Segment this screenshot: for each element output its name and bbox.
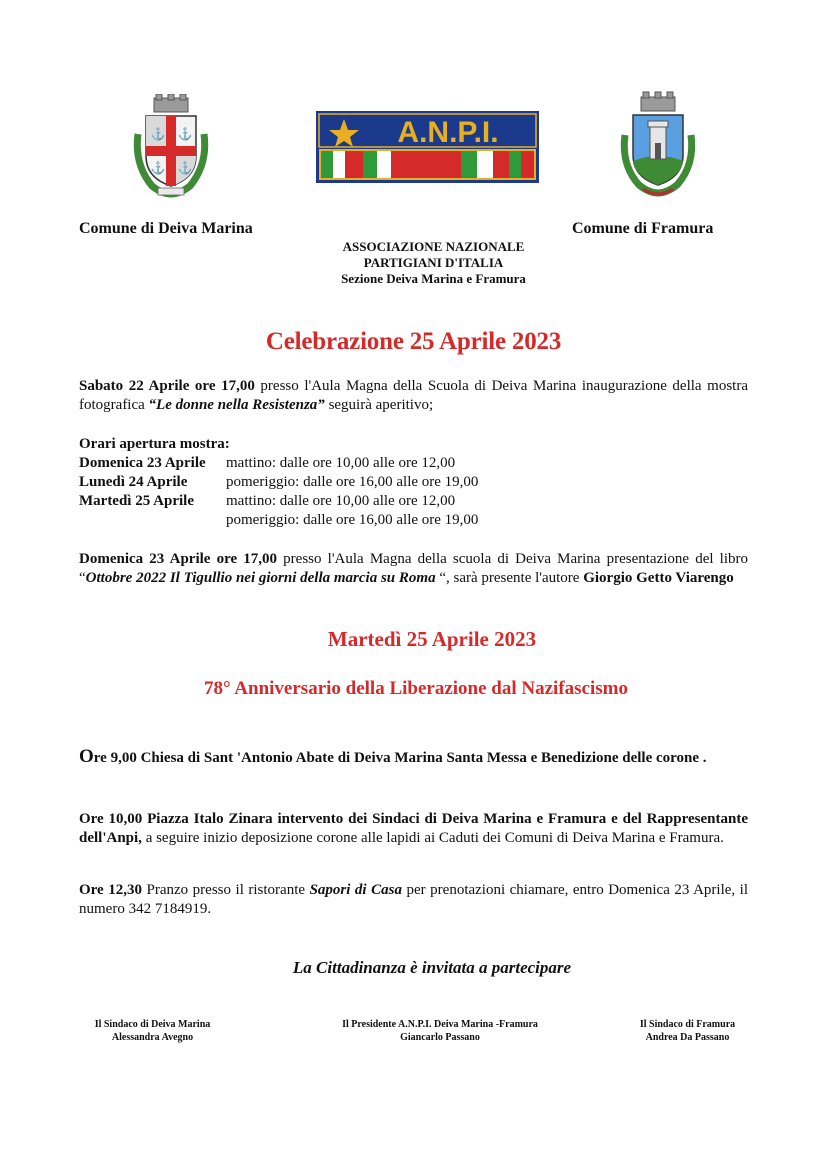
program-lunch-booking: per prenotazioni chiamare, entro Domenica 23 Aprile, il numero 342 7184919.	[79, 882, 749, 917]
exhibition-paragraph	[79, 377, 748, 415]
hours-day: Martedì 25 Aprile	[79, 493, 194, 509]
program-ceremony-lead: Ore 10,00 Piazza Italo Zinara intervento dei Sindaci di Deiva Marina e Framura e del Rappresentante dell'Anpi,	[79, 811, 748, 846]
association-line-1: ASSOCIAZIONE NAZIONALE	[342, 239, 525, 254]
signature-role: Il Sindaco di Framura	[639, 1019, 736, 1030]
program-lunch	[79, 881, 748, 919]
hours-time: mattino: dalle ore 10,00 alle ore 12,00	[226, 455, 456, 471]
hours-row	[79, 473, 539, 492]
svg-text:⚓: ⚓	[150, 161, 166, 175]
hours-time: mattino: dalle ore 10,00 alle ore 12,00	[226, 493, 456, 509]
framura-coat-of-arms-icon	[617, 91, 699, 199]
hours-time: pomeriggio: dalle ore 16,00 alle ore 19,00	[226, 512, 479, 528]
program-mass-text: re 9,00 Chiesa di Sant 'Antonio Abate di Deiva Marina Santa Messa e Benedizione delle corone .	[93, 750, 707, 766]
signature-name: Alessandra Avegno	[111, 1032, 194, 1043]
restaurant-name: Sapori di Casa	[309, 882, 402, 898]
program-lunch-text: Pranzo presso il ristorante	[141, 882, 310, 898]
program-mass-initial: O	[79, 746, 94, 767]
book-presentation-date: Domenica 23 Aprile ore 17,00	[79, 551, 278, 567]
program-lunch-time: Ore 12,30	[79, 882, 142, 898]
hours-time: pomeriggio: dalle ore 16,00 alle ore 19,00	[226, 474, 479, 490]
association-section: Sezione Deiva Marina e Framura	[341, 271, 526, 286]
exhibition-text-end: seguirà aperitivo;	[324, 397, 434, 413]
signature-block	[620, 1018, 755, 1044]
svg-text:⚓: ⚓	[177, 161, 193, 175]
hours-day: Domenica 23 Aprile	[79, 455, 206, 471]
left-comune-name: Comune di Deiva Marina	[79, 220, 253, 237]
event-day-heading: Martedì 25 Aprile 2023	[327, 627, 537, 651]
hours-row	[79, 454, 539, 473]
svg-text:⚓: ⚓	[177, 127, 193, 141]
signature-name: Andrea Da Passano	[645, 1032, 730, 1043]
program-mass	[79, 747, 748, 768]
signature-name: Giancarlo Passano	[400, 1032, 480, 1043]
signature-block	[70, 1018, 235, 1044]
exhibition-text: presso l'Aula Magna della Scuola di Deiva Marina inaugurazione della mostra fotografica	[79, 378, 748, 413]
hours-list	[79, 454, 539, 530]
book-author: Giorgio Getto Viarengo	[583, 570, 734, 586]
hours-row	[79, 492, 539, 511]
anpi-logo-icon	[316, 111, 539, 183]
program-ceremony-text: a seguire inizio deposizione corone alle lapidi ai Caduti dei Comuni di Deiva Marina e Framura.	[141, 830, 724, 846]
book-presentation-paragraph	[79, 550, 748, 588]
program-ceremony	[79, 810, 748, 848]
svg-text:⚓: ⚓	[150, 127, 166, 141]
exhibition-title: “Le donne nella Resistenza”	[148, 397, 325, 413]
hours-day	[79, 511, 226, 530]
signature-role: Il Sindaco di Deiva Marina	[94, 1019, 211, 1030]
signature-block	[310, 1018, 570, 1044]
association-heading	[300, 239, 567, 287]
anniversary-heading: 78° Anniversario della Liberazione dal Nazifascismo	[204, 678, 628, 699]
book-title: Ottobre 2022 Il Tigullio nei giorni della marcia su Roma	[85, 570, 440, 586]
hours-day: Lunedì 24 Aprile	[79, 474, 188, 490]
hours-heading: Orari apertura mostra:	[79, 436, 230, 452]
exhibition-date: Sabato 22 Aprile ore 17,00	[79, 378, 255, 394]
signature-role: Il Presidente A.N.P.I. Deiva Marina -Framura	[342, 1019, 538, 1030]
page-title: Celebrazione 25 Aprile 2023	[265, 328, 562, 355]
invitation-text: La Cittadinanza è invitata a partecipare	[292, 958, 572, 977]
association-line-2: PARTIGIANI D'ITALIA	[363, 255, 504, 270]
hours-row	[79, 511, 539, 530]
anpi-logo-text: A.N.P.I.	[397, 116, 499, 149]
right-comune-name: Comune di Framura	[572, 220, 714, 237]
deiva-marina-coat-of-arms-icon	[132, 94, 210, 198]
book-presentation-text: presso l'Aula Magna della scuola di Deiva Marina presentazione del libro “	[79, 551, 749, 586]
book-presentation-text-2: “, sarà presente l'autore	[439, 570, 584, 586]
